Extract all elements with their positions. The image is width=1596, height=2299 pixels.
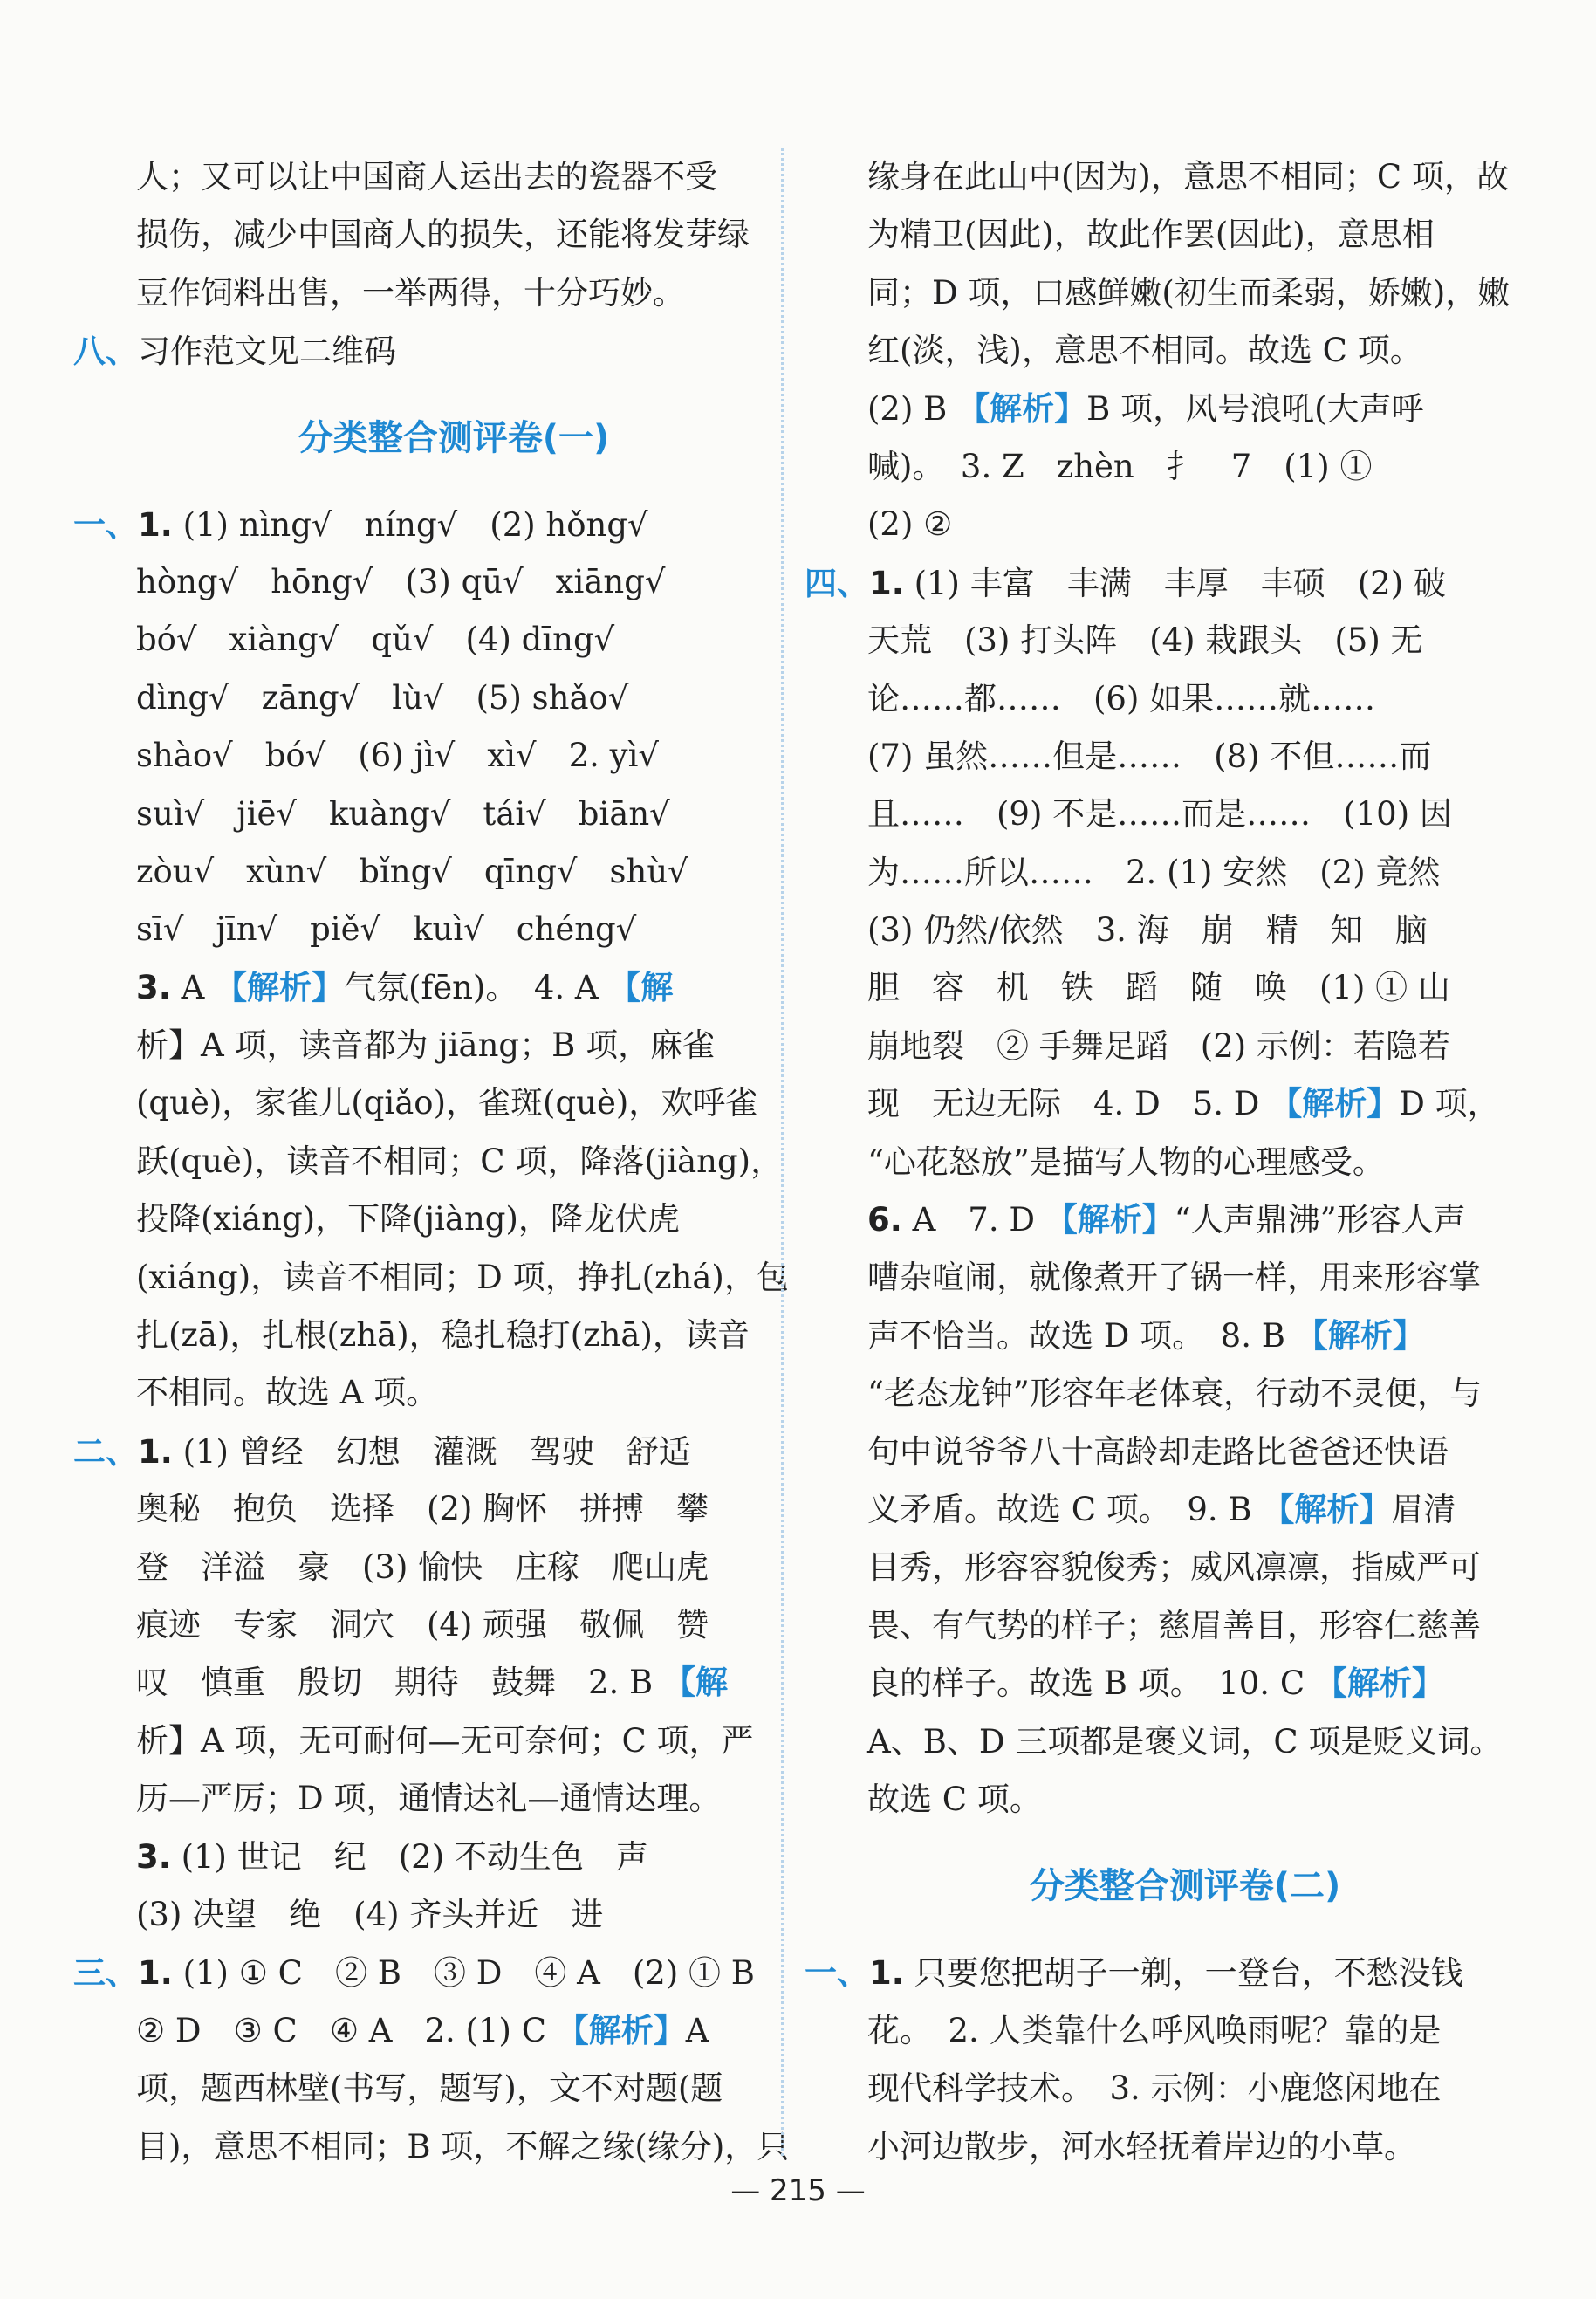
text-line — [836, 612, 1534, 669]
text-line — [105, 1017, 803, 1074]
line-text: 登 洋溢 豪 (3) 愉快 庄稼 爬山虎 — [136, 1548, 709, 1586]
question-number: 1. — [138, 1954, 173, 1993]
line-text: 花。 2. 人类靠什么呼风唤雨呢？靠的是 — [867, 2011, 1442, 2049]
line-text: suì√ jiē√ kuàng√ tái√ biān√ — [136, 794, 670, 833]
section-number: 四、 — [805, 563, 869, 602]
question-number: 3. — [136, 1837, 171, 1876]
line-text: 崩地裂 ② 手舞足蹈 (2) 示例：若隐若 — [867, 1026, 1450, 1065]
line-text: 喊)。 3. Z zhèn 扌 7 (1) ① — [867, 447, 1373, 485]
line-text: 天荒 (3) 打头阵 (4) 栽跟头 (5) 无 — [867, 621, 1423, 660]
text-line — [836, 206, 1534, 264]
text-line — [105, 901, 803, 958]
line-text: (1) ① C ② B ③ D ④ A (2) ① B — [182, 1954, 755, 1993]
line-text: “心花怒放”是描写人物的心理感受。 — [867, 1143, 1385, 1181]
text-line — [105, 1307, 803, 1364]
text-line — [836, 1075, 1534, 1133]
line-text: 句中说爷爷八十高龄却走路比爸爸还快语 — [867, 1432, 1449, 1471]
line-text: 奥秘 抱负 选择 (2) 胸怀 拼搏 攀 — [136, 1490, 709, 1528]
analysis-tag: 【解 — [663, 1664, 729, 1702]
text-line — [836, 1597, 1534, 1655]
text-line — [836, 1655, 1534, 1712]
analysis-tag: 【解析】 — [1295, 1316, 1425, 1355]
line-text: A 7. D 【解析】“人声鼎沸”形容人声 — [912, 1201, 1466, 1239]
text-line — [836, 1307, 1534, 1365]
text-line — [105, 669, 803, 727]
text-line — [105, 611, 803, 669]
question-number: 1. — [138, 1432, 173, 1471]
text-line — [105, 206, 803, 264]
line-text: 故选 C 项。 — [867, 1780, 1042, 1818]
section-number: 八、 — [73, 332, 138, 371]
column-divider — [781, 148, 784, 2156]
line-text: (1) 世记 纪 (2) 不动生色 声 — [181, 1837, 648, 1876]
text-line — [836, 902, 1534, 959]
line-text: 畏、有气势的样子；慈眉善目，形容仁慈善 — [867, 1606, 1481, 1644]
section-title: 分类整合测评卷(二) — [1029, 1866, 1341, 1907]
text-line — [73, 496, 803, 553]
line-text: 现 无边无际 4. D 5. D 【解析】D 项， — [867, 1085, 1500, 1123]
text-line — [105, 843, 803, 901]
line-text: 历—严厉；D 项，通情达礼—通情达理。 — [136, 1780, 722, 1818]
line-text: sī√ jīn√ piě√ kuì√ chéng√ — [136, 910, 637, 949]
line-text: 为……所以…… 2. (1) 安然 (2) 竟然 — [867, 853, 1441, 891]
line-text: (2) B 【解析】B 项，风号浪吼(大声呼 — [867, 389, 1424, 428]
line-text: 叹 慎重 殷切 期待 鼓舞 2. B 【解 — [136, 1664, 729, 1702]
line-text: (1) 丰富 丰满 丰厚 丰硕 (2) 破 — [914, 564, 1446, 602]
text-line — [105, 2002, 803, 2060]
text-line — [105, 148, 803, 206]
text-line — [73, 1944, 803, 2001]
text-line — [836, 1134, 1534, 1191]
question-number: 3. — [136, 968, 171, 1006]
text-line — [836, 2002, 1534, 2060]
line-text: 且…… (9) 不是……而是…… (10) 因 — [867, 795, 1452, 834]
text-line — [105, 1886, 803, 1944]
line-text: 目秀，形容容貌俊秀；威风凛凛，指威严可 — [867, 1548, 1481, 1587]
text-line — [105, 727, 803, 785]
text-line — [105, 1654, 803, 1712]
line-text: 为精卫(因此)，故此作罢(因此)，意思相 — [867, 216, 1435, 254]
text-line — [836, 381, 1534, 438]
question-number: 1. — [869, 1954, 904, 1993]
line-text: 扎(zā)，扎根(zhā)，稳扎稳打(zhā)，读音 — [136, 1316, 750, 1355]
text-line — [105, 1770, 803, 1828]
text-line — [105, 959, 803, 1017]
text-line — [105, 1596, 803, 1654]
text-line — [836, 959, 1534, 1017]
line-text: 嘈杂喧闹，就像煮开了锅一样，用来形容掌 — [867, 1259, 1481, 1297]
section-number: 一、 — [805, 1953, 869, 1993]
analysis-tag: 【解析】 — [215, 968, 345, 1006]
text-line — [836, 1191, 1534, 1249]
analysis-tag: 【解析】 — [1045, 1201, 1175, 1239]
text-line — [836, 2060, 1534, 2117]
text-line — [836, 264, 1534, 322]
line-text: 析】A 项，读音都为 jiāng；B 项，麻雀 — [136, 1026, 716, 1065]
line-text: dìng√ zāng√ lù√ (5) shǎo√ — [136, 678, 629, 717]
text-line — [836, 670, 1534, 728]
text-line — [805, 1944, 1534, 2001]
question-number: 1. — [869, 564, 904, 602]
line-text: 红(淡，浅)，意思不相同。故选 C 项。 — [867, 332, 1422, 370]
page-number: — 215 — — [730, 2173, 866, 2208]
text-line — [105, 1829, 803, 1886]
line-text: (1) 曾经 幻想 灌溉 驾驶 舒适 — [182, 1432, 691, 1471]
line-text: 析】A 项，无可耐何—无可奈何；C 项，严 — [136, 1721, 754, 1760]
text-line — [836, 148, 1534, 206]
analysis-tag: 【解析】 — [1314, 1664, 1444, 1703]
line-text: 缘身在此山中(因为)，意思不相同；C 项，故 — [867, 158, 1509, 196]
text-line — [836, 1713, 1534, 1771]
text-line — [836, 786, 1534, 843]
line-text: 痕迹 专家 洞穴 (4) 顽强 敬佩 赞 — [136, 1605, 709, 1644]
section-title: 分类整合测评卷(一) — [298, 417, 610, 458]
section-number: 一、 — [73, 504, 138, 544]
analysis-tag: 【解 — [608, 968, 674, 1006]
text-line — [836, 438, 1534, 496]
section-number: 二、 — [73, 1431, 138, 1471]
line-text: 项，题西林壁(书写，题写)，文不对题(题 — [136, 2069, 723, 2108]
text-line — [836, 1481, 1534, 1539]
line-text: (7) 虽然……但是…… (8) 不但……而 — [867, 737, 1432, 775]
text-line — [836, 1249, 1534, 1307]
right-column — [805, 148, 1534, 2176]
text-line — [836, 1018, 1534, 1075]
text-line — [105, 1539, 803, 1596]
text-line — [105, 1364, 803, 1422]
line-text: 同；D 项，口感鲜嫩(初生而柔弱，娇嫩)，嫩 — [867, 273, 1510, 312]
text-line — [836, 1771, 1534, 1829]
text-line — [105, 264, 803, 322]
line-text: (1) nìng√ níng√ (2) hǒng√ — [182, 505, 648, 544]
question-number: 1. — [138, 505, 173, 544]
line-text: 只要您把胡子一剃，一登台，不愁没钱 — [914, 1954, 1463, 1993]
text-line — [105, 786, 803, 843]
line-text: 投降(xiáng)，下降(jiàng)，降龙伏虎 — [136, 1200, 680, 1239]
analysis-tag: 【解析】 — [957, 389, 1087, 428]
line-text: 跃(què)，读音不相同；C 项，降落(jiàng)， — [136, 1142, 784, 1180]
line-text: A 【解析】气氛(fēn)。 4. A 【解 — [181, 968, 674, 1006]
text-line — [836, 1365, 1534, 1423]
question-number: 6. — [867, 1201, 902, 1239]
text-line — [105, 1249, 803, 1307]
line-text: 胆 容 机 铁 蹈 随 唤 (1) ① 山 — [867, 969, 1450, 1007]
line-text: hòng√ hōng√ (3) qū√ xiāng√ — [136, 562, 666, 600]
line-text: (3) 决望 绝 (4) 齐头并近 进 — [136, 1895, 604, 1933]
text-line — [73, 322, 803, 380]
section-number: 三、 — [73, 1953, 138, 1993]
text-line — [836, 322, 1534, 380]
text-line — [105, 553, 803, 611]
line-text: 声不恰当。故选 D 项。 8. B 【解析】 — [867, 1316, 1425, 1355]
line-text: zòu√ xùn√ bǐng√ qīng√ shù√ — [136, 852, 688, 890]
analysis-tag: 【解析】 — [1270, 1085, 1400, 1123]
line-text: (què)，家雀儿(qiǎo)，雀斑(què)，欢呼雀 — [136, 1084, 758, 1122]
analysis-tag: 【解析】 — [556, 2011, 686, 2049]
line-text: 小河边散步，河水轻抚着岸边的小草。 — [867, 2127, 1416, 2165]
line-text: (3) 仍然/依然 3. 海 崩 精 知 脑 — [867, 911, 1428, 950]
analysis-tag: 【解析】 — [1262, 1490, 1392, 1528]
text-line — [105, 1191, 803, 1248]
left-column — [73, 148, 803, 2176]
text-line — [836, 844, 1534, 902]
line-text: (2) ② — [867, 505, 953, 544]
line-text: “老态龙钟”形容年老体衰，行动不灵便，与 — [867, 1375, 1482, 1413]
line-text: bó√ xiàng√ qǔ√ (4) dīng√ — [136, 621, 615, 659]
line-text: 良的样子。故选 B 项。 10. C 【解析】 — [867, 1664, 1444, 1703]
line-text: 现代科学技术。 3. 示例：小鹿悠闲地在 — [867, 2069, 1442, 2108]
line-text: 习作范文见二维码 — [138, 333, 396, 371]
line-text: shào√ bó√ (6) jì√ xì√ 2. yì√ — [136, 737, 659, 775]
line-text: 义矛盾。故选 C 项。 9. B 【解析】眉清 — [867, 1490, 1456, 1528]
text-line — [836, 1424, 1534, 1481]
text-line — [105, 2060, 803, 2117]
text-line — [105, 1480, 803, 1538]
line-text: 损伤，减少中国商人的损失，还能将发芽绿 — [136, 216, 750, 254]
line-text: 不相同。故选 A 项。 — [136, 1374, 439, 1412]
line-text: 豆作饲料出售，一举两得，十分巧妙。 — [136, 273, 685, 312]
text-line — [836, 1539, 1534, 1596]
text-line — [73, 1423, 803, 1480]
text-line — [805, 554, 1534, 612]
line-text: ② D ③ C ④ A 2. (1) C 【解析】A — [136, 2011, 709, 2049]
text-line — [105, 1074, 803, 1132]
text-line — [836, 728, 1534, 786]
line-text: 论……都…… (6) 如果……就…… — [867, 679, 1376, 717]
text-line — [105, 1133, 803, 1191]
line-text: A、B、D 三项都是褒义词，C 项是贬义词。 — [867, 1722, 1503, 1760]
text-line — [105, 1712, 803, 1770]
text-line — [836, 496, 1534, 553]
line-text: 目)，意思不相同；B 项，不解之缘(缘分)，只 — [136, 2127, 790, 2165]
line-text: 人；又可以让中国商人运出去的瓷器不受 — [136, 158, 717, 196]
line-text: (xiáng)，读音不相同；D 项，挣扎(zhá)，包 — [136, 1258, 789, 1296]
